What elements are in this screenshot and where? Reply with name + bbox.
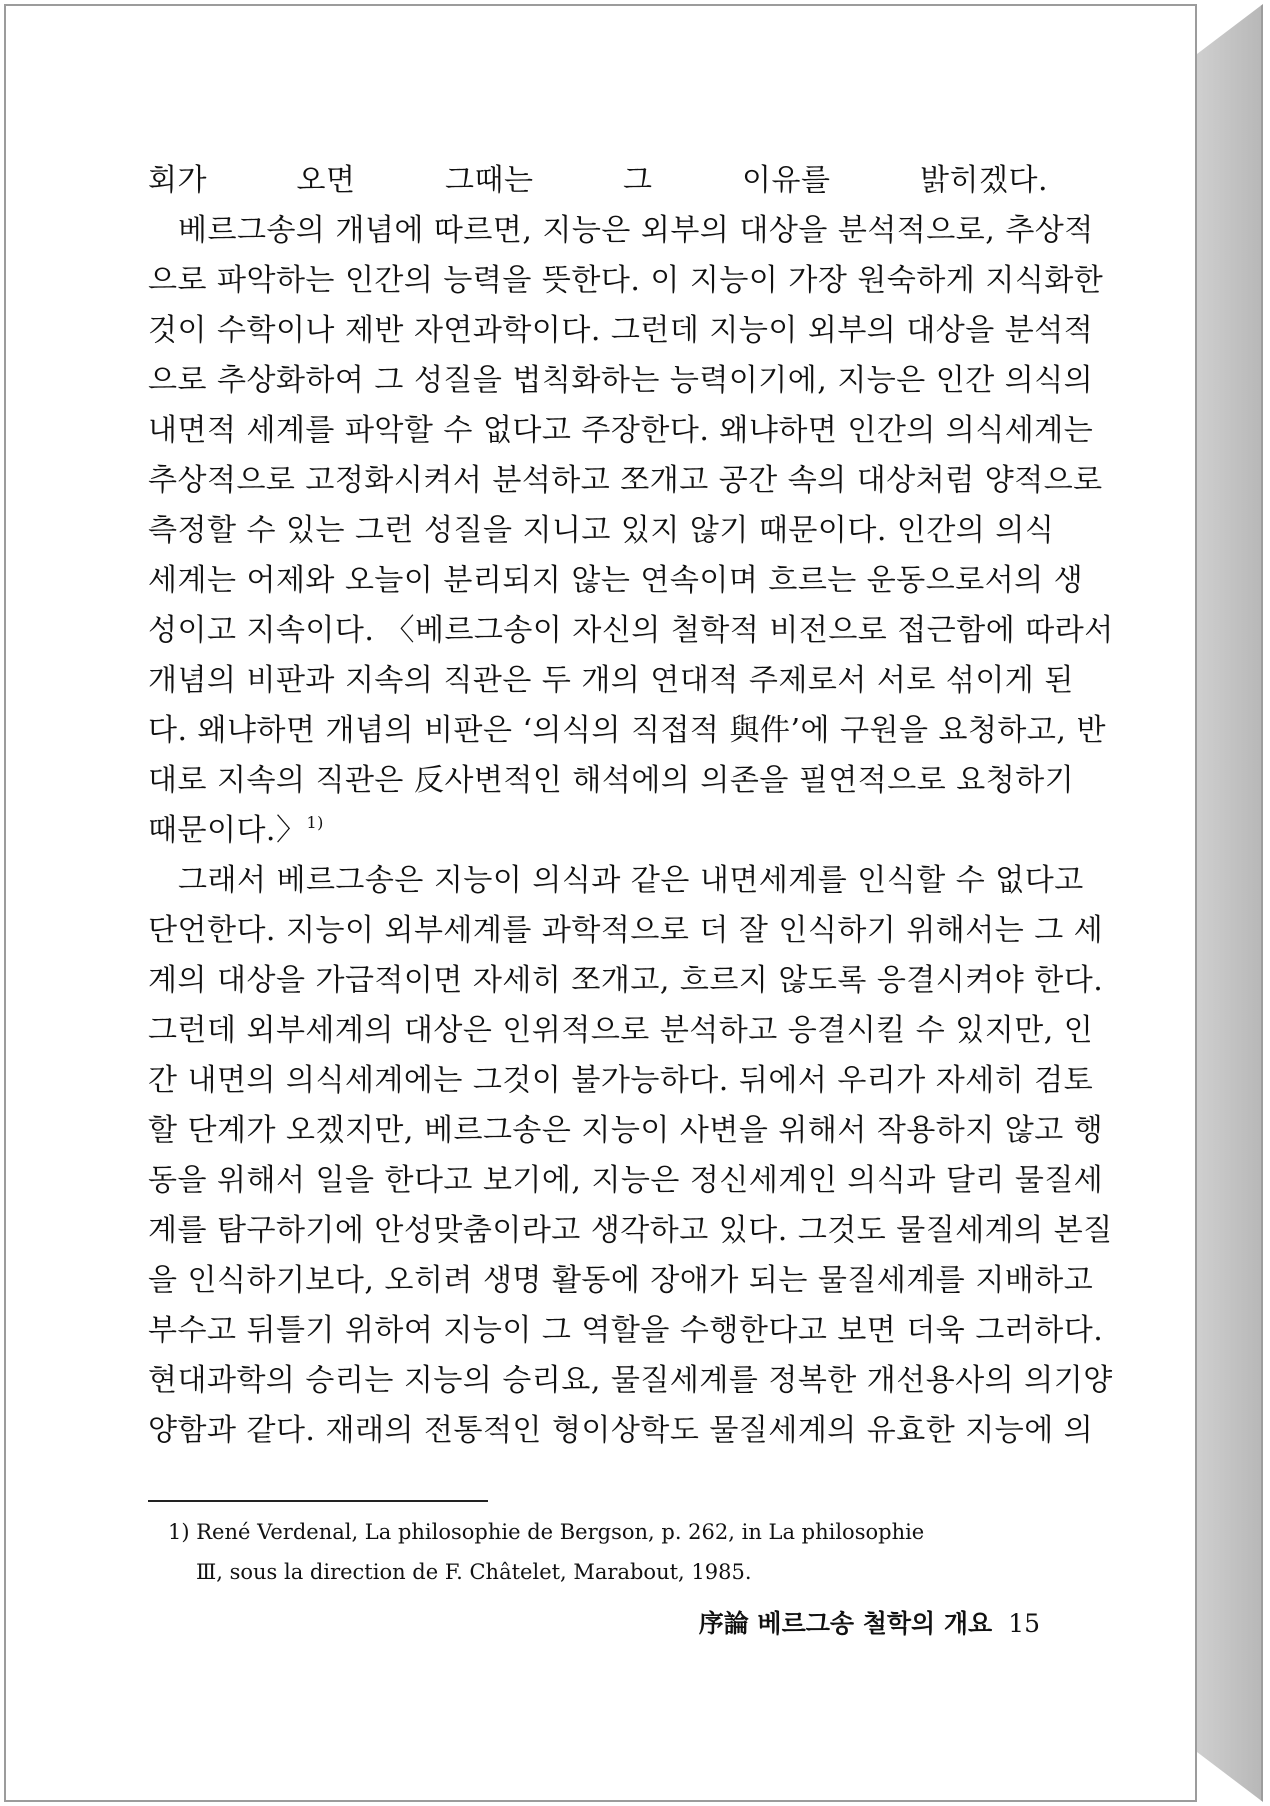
text-line: 을 인식하기보다, 오히려 생명 활동에 장애가 되는 물질세계를 지배하고 (148, 1263, 1094, 1298)
text-line: 으로 파악하는 인간의 능력을 뜻한다. 이 지능이 가장 원숙하게 지식화한 (148, 263, 1104, 298)
text-line: 대로 지속의 직관은 反사변적인 해석에의 의존을 필연적으로 요청하기 (148, 763, 1075, 798)
text-line-with-footnote-ref (148, 806, 1048, 856)
text-line: 계의 대상을 가급적이면 자세히 쪼개고, 흐르지 않도록 응결시켜야 한다. (148, 963, 1104, 998)
text-line: 그래서 베르그송은 지능이 의식과 같은 내면세계를 인식할 수 없다고 (178, 863, 1084, 898)
text-line: 추상적으로 고정화시켜서 분석하고 쪼개고 공간 속의 대상처럼 양적으로 (148, 463, 1103, 498)
footnote-divider (148, 1500, 488, 1502)
body-text (148, 156, 1114, 1456)
text-line: 으로 추상화하여 그 성질을 법칙화하는 능력이기에, 지능은 인간 의식의 (148, 363, 1094, 398)
text-line: 측정할 수 있는 그런 성질을 지니고 있지 않기 때문이다. 인간의 의식 (148, 513, 1055, 548)
text-line: 개념의 비판과 지속의 직관은 두 개의 연대적 주제로서 서로 섞이게 된 (148, 663, 1074, 698)
text-line-content: 때문이다.〉 (148, 813, 307, 848)
text-line: 할 단계가 오겠지만, 베르그송은 지능이 사변을 위해서 작용하지 않고 행 (148, 1113, 1104, 1148)
text-line: 양함과 같다. 재래의 전통적인 형이상학도 물질세계의 유효한 지능에 의 (148, 1413, 1094, 1448)
text-line: 간 내면의 의식세계에는 그것이 불가능하다. 뒤에서 우리가 자세히 검토 (148, 1063, 1094, 1098)
text-line: 현대과학의 승리는 지능의 승리요, 물질세계를 정복한 개선용사의 의기양 (148, 1363, 1113, 1398)
chapter-title: 序論 베르그송 철학의 개요 (698, 1609, 993, 1638)
book-edge-bottom-corner (1197, 1752, 1263, 1802)
text-line: 부수고 뒤틀기 위하여 지능이 그 역할을 수행한다고 보면 더욱 그러하다. (148, 1313, 1104, 1348)
page-number: 15 (1008, 1609, 1040, 1638)
text-line: 베르그송의 개념에 따르면, 지능은 외부의 대상을 분석적으로, 추상적 (178, 213, 1094, 248)
book-edge-top-corner (1197, 4, 1263, 54)
text-line: 다. 왜냐하면 개념의 비판은 ‘의식의 직접적 與件’에 구원을 요청하고, 반 (148, 713, 1106, 748)
footnote (168, 1512, 1048, 1592)
footnote-line-2: Ⅲ, sous la direction de F. Châtelet, Marabout, 1985. (196, 1560, 752, 1584)
text-line: 계를 탐구하기에 안성맞춤이라고 생각하고 있다. 그것도 물질세계의 본질 (148, 1213, 1113, 1248)
text-line: 성이고 지속이다. 〈베르그송이 자신의 철학적 비전으로 접근함에 따라서 (148, 613, 1114, 648)
text-line: 동을 위해서 일을 한다고 보기에, 지능은 정신세계인 의식과 달리 물질세 (148, 1163, 1104, 1198)
text-line: 단언한다. 지능이 외부세계를 과학적으로 더 잘 인식하기 위해서는 그 세 (148, 913, 1104, 948)
book-page-edge (1197, 4, 1263, 1802)
text-line: 세계는 어제와 오늘이 분리되지 않는 연속이며 흐르는 운동으로서의 생 (148, 563, 1084, 598)
text-line: 것이 수학이나 제반 자연과학이다. 그런데 지능이 외부의 대상을 분석적 (148, 313, 1094, 348)
text-line: 내면적 세계를 파악할 수 없다고 주장한다. 왜냐하면 인간의 의식세계는 (148, 413, 1094, 448)
text-line: 그런데 외부세계의 대상은 인위적으로 분석하고 응결시킬 수 있지만, 인 (148, 1013, 1094, 1048)
footnote-marker: 1) (168, 1520, 190, 1544)
footnote-citation: René Verdenal, La philosophie de Bergson, p. 262, in La philosophie (196, 1520, 925, 1544)
footnote-line-1 (168, 1512, 1048, 1552)
text-line: 회가 오면 그때는 그 이유를 밝히겠다. (148, 163, 1048, 198)
running-footer (620, 1604, 1040, 1640)
footnote-reference[interactable]: 1) (306, 813, 324, 832)
